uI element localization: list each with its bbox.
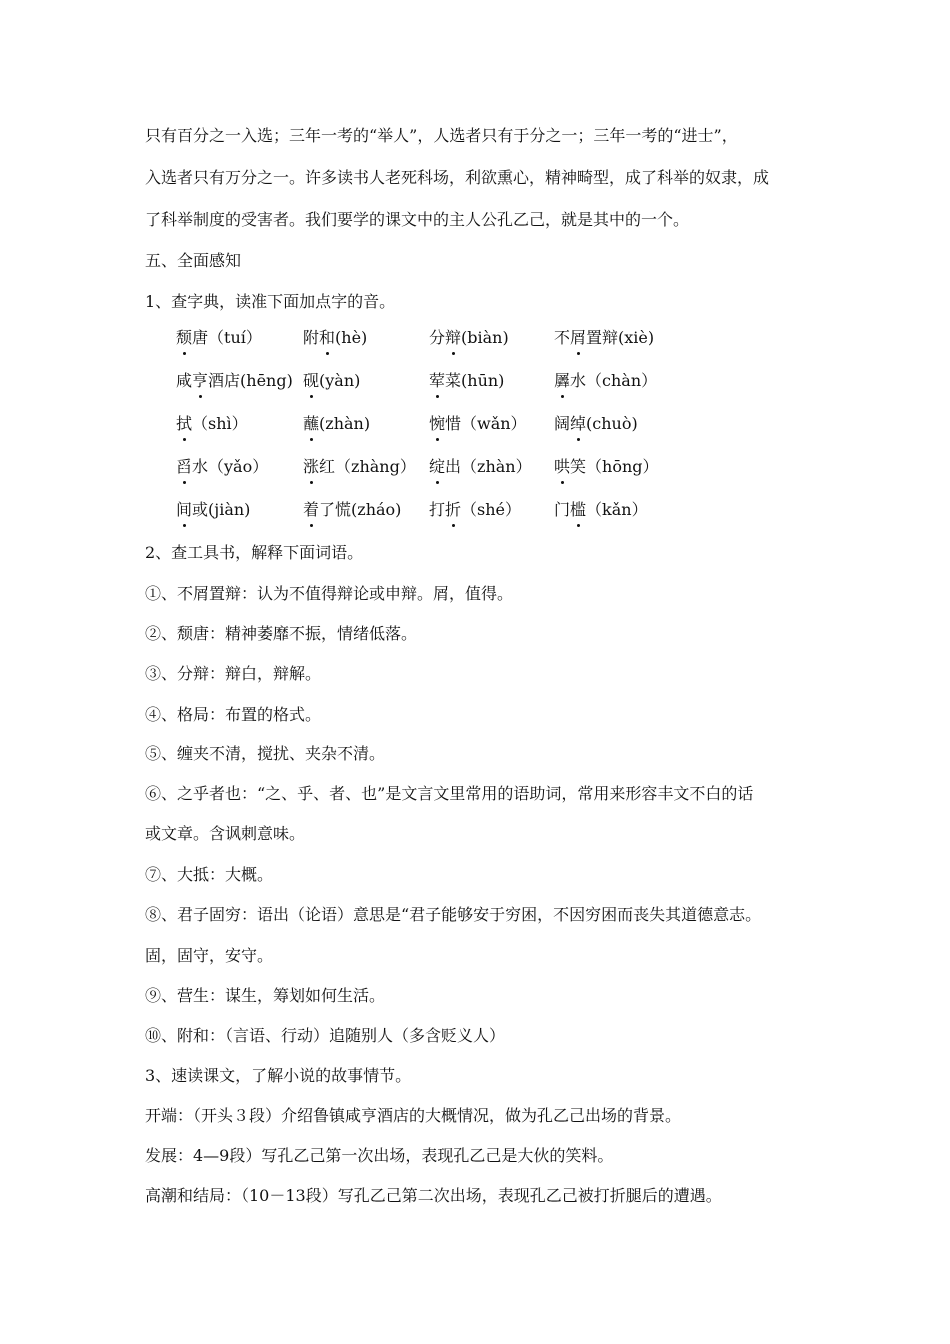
intro-line-2: 入选者只有万分之一。许多读书人老死科场，利欲熏心，精神畸型，成了科举的奴隶，成 — [145, 168, 770, 187]
pronunciation-item: 打折（shé） — [429, 498, 521, 522]
definition-item: ①、不屑置辩：认为不值得辩论或申辩。屑，值得。 — [145, 584, 514, 603]
question-1-title: 1、查字典，读准下面加点字的音。 — [145, 292, 396, 311]
pronunciation-item: 门槛（kǎn） — [554, 498, 648, 522]
pronunciation-row — [176, 326, 796, 356]
pronunciation-row — [176, 412, 796, 442]
pronunciation-item: 间或(jiàn) — [176, 498, 250, 522]
pronunciation-item: 舀水（yǎo） — [176, 455, 268, 479]
pronunciation-item: 不屑置辩(xiè) — [554, 326, 654, 350]
question-2-title: 2、查工具书，解释下面词语。 — [145, 543, 364, 562]
pronunciation-item: 咸亨酒店(hēng) — [176, 369, 293, 393]
plot-opening: 开端：（开头３段）介绍鲁镇咸亨酒店的大概情况，做为孔乙己出场的背景。 — [145, 1106, 682, 1125]
pronunciation-row — [176, 498, 796, 528]
definition-item: ②、颓唐：精神萎靡不振，情绪低落。 — [145, 624, 418, 643]
plot-climax-ending: 高潮和结局：（10－13段）写孔乙己第二次出场，表现孔乙己被打折腿后的遭遇。 — [145, 1186, 722, 1205]
definition-item: ⑩、附和：（言语、行动）追随别人（多含贬义人） — [145, 1026, 506, 1045]
question-3-title: 3、速读课文，了解小说的故事情节。 — [145, 1066, 412, 1085]
pronunciation-item: 羼水（chàn） — [554, 369, 657, 393]
definition-item: ⑤、缠夹不清，搅扰、夹杂不清。 — [145, 744, 386, 763]
pronunciation-item: 附和(hè) — [303, 326, 367, 350]
pronunciation-item: 着了慌(zháo) — [303, 498, 401, 522]
definition-item: ④、格局：布置的格式。 — [145, 705, 322, 724]
pronunciation-row — [176, 369, 796, 399]
pronunciation-item: 蘸(zhàn) — [303, 412, 370, 436]
pronunciation-item: 阔绰(chuò) — [554, 412, 638, 436]
intro-line-1: 只有百分之一入选；三年一考的“举人”，人选者只有于分之一；三年一考的“进士”， — [145, 126, 738, 145]
pronunciation-item: 绽出（zhàn） — [429, 455, 532, 479]
pronunciation-item: 颓唐（tuí） — [176, 326, 262, 350]
pronunciation-row — [176, 455, 796, 485]
pronunciation-item: 砚(yàn) — [303, 369, 360, 393]
section-heading: 五、全面感知 — [145, 251, 242, 270]
definition-item: ⑥、之乎者也：“之、乎、者、也”是文言文里常用的语助词，常用来形容丰文不白的话 — [145, 784, 754, 803]
definition-item: ⑧、君子固穷：语出（论语）意思是“君子能够安于穷困，不因穷困而丧失其道德意志。 — [145, 905, 762, 924]
pronunciation-item: 涨红（zhàng） — [303, 455, 416, 479]
pronunciation-item: 惋惜（wǎn） — [429, 412, 527, 436]
definition-continuation: 或文章。含讽刺意味。 — [145, 824, 306, 843]
definition-continuation: 固，固守，安守。 — [145, 946, 274, 965]
pronunciation-item: 哄笑（hōng） — [554, 455, 659, 479]
pronunciation-item: 荤菜(hūn) — [429, 369, 504, 393]
definition-item: ⑨、营生：谋生，筹划如何生活。 — [145, 986, 386, 1005]
plot-development: 发展：4—9段）写孔乙己第一次出场，表现孔乙己是大伙的笑料。 — [145, 1146, 614, 1165]
intro-line-3: 了科举制度的受害者。我们要学的课文中的主人公孔乙己，就是其中的一个。 — [145, 210, 690, 229]
definition-item: ③、分辩：辩白，辩解。 — [145, 664, 322, 683]
pronunciation-item: 分辩(biàn) — [429, 326, 509, 350]
definition-item: ⑦、大抵：大概。 — [145, 865, 274, 884]
pronunciation-item: 拭（shì） — [176, 412, 248, 436]
